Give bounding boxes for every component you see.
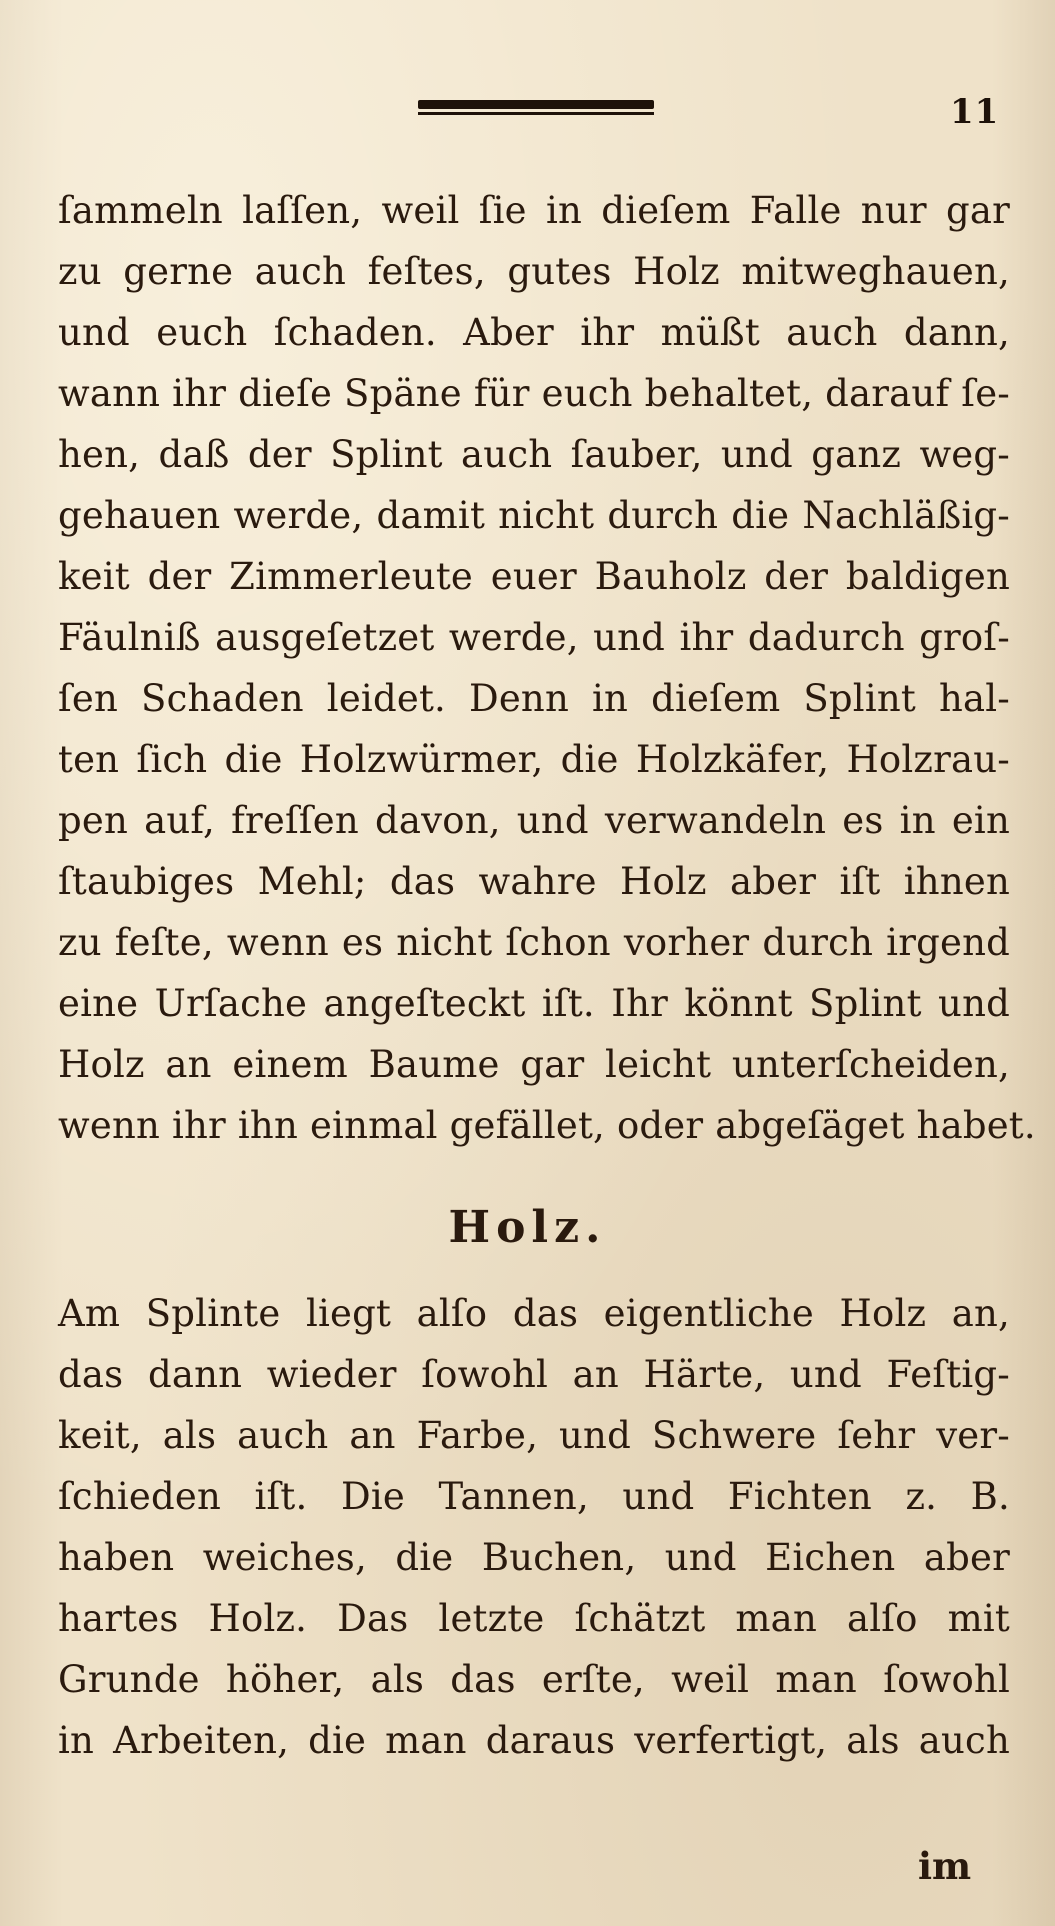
text-line: Am Splinte liegt alſo das eigentliche Holz an, — [58, 1292, 1010, 1335]
text-line: keit, als auch an Farbe, und Schwere ſehr ver- — [58, 1414, 1010, 1457]
text-line: und euch ſchaden. Aber ihr müßt auch dann, — [58, 311, 1010, 354]
text-line: ſtaubiges Mehl; das wahre Holz aber iſt ihnen — [58, 860, 1010, 903]
header-rule-thin — [418, 112, 654, 115]
text-line: das dann wieder ſowohl an Härte, und Feſtig- — [58, 1353, 1010, 1396]
text-line: gehauen werde, damit nicht durch die Nachläßig- — [58, 494, 1010, 537]
header-ornament-rule — [418, 100, 654, 118]
text-line: Grunde höher, als das erſte, weil man ſowohl — [58, 1658, 1010, 1701]
text-line: ten ſich die Holzwürmer, die Holzkäfer, Holzrau- — [58, 738, 1010, 781]
text-line: wann ihr dieſe Späne für euch behaltet, darauf ſe- — [58, 372, 1010, 415]
header-rule-thick — [418, 100, 654, 109]
text-line: hen, daß der Splint auch ſauber, und ganz weg- — [58, 433, 1010, 476]
text-line: zu gerne auch feſtes, gutes Holz mitweghauen, — [58, 250, 1010, 293]
text-line: haben weiches, die Buchen, und Eichen aber — [58, 1536, 1010, 1579]
page-number: 11 — [950, 92, 1000, 132]
text-line: Fäulniß ausgeſetzet werde, und ihr dadurch groſ- — [58, 616, 1010, 659]
text-line: wenn ihr ihn einmal gefället, oder abgeſäget habet. — [58, 1104, 1036, 1147]
text-line: Holz an einem Baume gar leicht unterſcheiden, — [58, 1043, 1010, 1086]
section-heading: Holz. — [448, 1202, 607, 1253]
text-line: zu feſte, wenn es nicht ſchon vorher durch irgend — [58, 921, 1010, 964]
text-line: in Arbeiten, die man daraus verfertigt, als auch — [58, 1719, 1010, 1762]
text-line: hartes Holz. Das letzte ſchätzt man alſo mit — [58, 1597, 1010, 1640]
text-line: pen auf, freſſen davon, und verwandeln es in ein — [58, 799, 1010, 842]
text-line: eine Urſache angeſteckt iſt. Ihr könnt Splint und — [58, 982, 1010, 1025]
paragraph-2 — [58, 1283, 1010, 1771]
text-line: ſchieden iſt. Die Tannen, und Fichten z. B. — [58, 1475, 1010, 1518]
text-line: ſen Schaden leidet. Denn in dieſem Splint hal- — [58, 677, 1010, 720]
text-line: keit der Zimmerleute euer Bauholz der baldigen — [58, 555, 1010, 598]
catchword: im — [918, 1844, 972, 1888]
paragraph-1 — [58, 180, 1036, 1156]
text-line: ſammeln laſſen, weil ſie in dieſem Falle nur gar — [58, 189, 1010, 232]
